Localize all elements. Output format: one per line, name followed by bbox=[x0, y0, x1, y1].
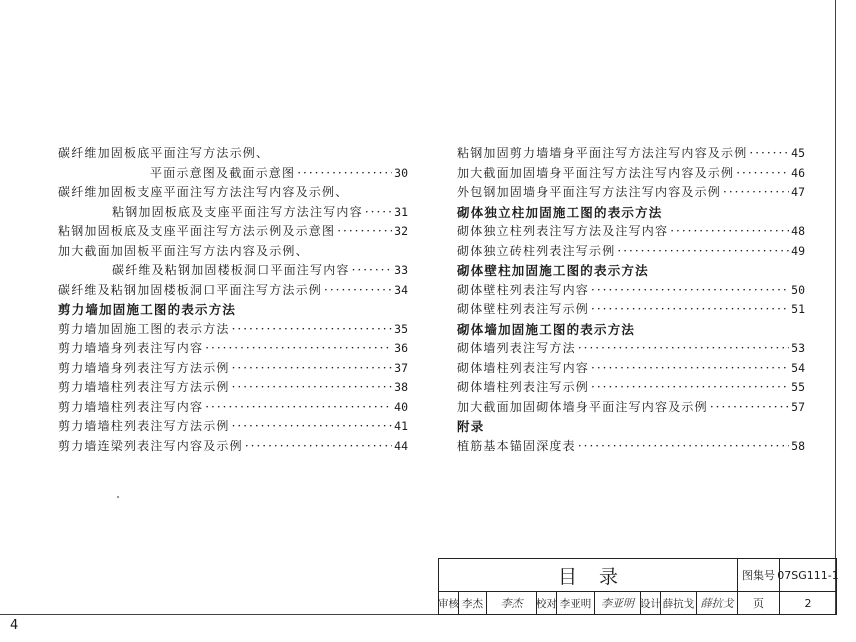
atlas-number-label: 图集号 bbox=[738, 559, 780, 592]
toc-entry-title: 砌体墙列表注写方法 bbox=[457, 341, 576, 355]
toc-entry bbox=[58, 378, 408, 398]
toc-entry-page: 35 bbox=[394, 321, 408, 336]
page-number: 4 bbox=[10, 618, 19, 633]
toc-entry-title: 砌体壁柱列表注写示例 bbox=[457, 302, 590, 316]
toc-entry-title: 植筋基本锚固深度表 bbox=[457, 438, 576, 453]
toc-entry bbox=[457, 164, 805, 184]
title-block bbox=[438, 558, 837, 615]
toc-entry-title: 加大截面加固墙身平面注写方法注写内容及示例 bbox=[457, 165, 735, 180]
toc-right-column bbox=[457, 144, 805, 456]
toc-entry-title: 砌体独立砖柱列表注写示例 bbox=[457, 243, 616, 258]
checker-name: 李亚明 bbox=[557, 592, 595, 615]
toc-entry-page: 38 bbox=[394, 380, 408, 394]
toc-entry-page: 36 bbox=[394, 341, 408, 355]
toc-entry bbox=[457, 339, 805, 359]
toc-entry-page: 58 bbox=[791, 438, 805, 453]
toc-section-heading bbox=[457, 417, 805, 437]
toc-entry bbox=[58, 144, 408, 164]
dot-leader bbox=[352, 261, 393, 281]
dot-leader bbox=[297, 164, 392, 184]
toc-entry-page: 53 bbox=[791, 341, 805, 355]
toc-entry bbox=[457, 144, 805, 164]
toc-entry-title: 剪力墙墙柱列表注写方法示例 bbox=[58, 419, 230, 433]
dot-leader bbox=[723, 183, 789, 203]
dot-leader bbox=[670, 222, 789, 242]
toc-entry-title: 外包钢加固墙身平面注写方法注写内容及示例 bbox=[457, 185, 722, 199]
toc-entry-title: 砌体墙加固施工图的表示方法 bbox=[457, 321, 636, 337]
dot-leader bbox=[591, 359, 789, 379]
check-label: 校对 bbox=[537, 592, 557, 615]
dot-leader bbox=[205, 339, 392, 359]
toc-entry-title: 加大截面加固砌体墙身平面注写内容及示例 bbox=[457, 399, 708, 414]
toc-entry-page: 44 bbox=[394, 438, 408, 453]
designer-signature: 薛抗戈 bbox=[697, 592, 738, 615]
toc-entry-title: 粘钢加固剪力墙墙身平面注写方法注写内容及示例 bbox=[457, 146, 748, 160]
toc-entry bbox=[58, 398, 408, 418]
toc-entry-title: 加大截面加固板平面注写方法内容及示例、 bbox=[58, 243, 309, 258]
toc-entry-title: 剪力墙加固施工图的表示方法 bbox=[58, 321, 230, 336]
dot-leader bbox=[232, 320, 393, 340]
toc-entry-title: 剪力墙墙身列表注写内容 bbox=[58, 341, 204, 355]
toc-entry-page: 31 bbox=[394, 204, 408, 219]
toc-entry-page: 57 bbox=[791, 399, 805, 414]
page-label: 页 bbox=[738, 592, 780, 615]
dot-leader bbox=[578, 437, 789, 457]
toc-entry bbox=[58, 164, 408, 184]
checker-signature: 李亚明 bbox=[595, 592, 641, 615]
toc-entry bbox=[58, 203, 408, 223]
toc-entry bbox=[457, 300, 805, 320]
toc-entry-title: 粘钢加固板底及支座平面注写方法注写内容 bbox=[112, 204, 363, 219]
dot-leader bbox=[736, 164, 789, 184]
toc-entry-title: 剪力墙连梁列表注写内容及示例 bbox=[58, 438, 243, 453]
toc-left-column bbox=[58, 144, 408, 456]
toc-entry-title: 剪力墙墙柱列表注写内容 bbox=[58, 399, 204, 414]
toc-entry-page: 33 bbox=[394, 263, 408, 277]
dot-leader bbox=[232, 359, 393, 379]
scan-speck bbox=[117, 496, 119, 498]
reviewer-name: 李杰 bbox=[459, 592, 487, 615]
toc-entry-page: 30 bbox=[394, 165, 408, 180]
toc-entry bbox=[58, 183, 408, 203]
designer-name: 薛抗戈 bbox=[661, 592, 697, 615]
toc-entry-title: 碳纤维加固板支座平面注写方法注写内容及示例、 bbox=[58, 185, 349, 199]
toc-entry-page: 40 bbox=[394, 399, 408, 414]
dot-leader bbox=[232, 417, 393, 437]
toc-entry-title: 粘钢加固板底及支座平面注写方法示例及示意图 bbox=[58, 224, 336, 238]
toc-entry bbox=[58, 222, 408, 242]
toc-entry bbox=[58, 320, 408, 340]
toc-entry bbox=[58, 339, 408, 359]
dot-leader bbox=[337, 222, 392, 242]
toc-entry bbox=[457, 437, 805, 457]
toc-entry-title: 砌体独立柱列表注写方法及注写内容 bbox=[457, 224, 669, 238]
toc-entry-title: 剪力墙加固施工图的表示方法 bbox=[58, 302, 237, 317]
toc-entry-page: 41 bbox=[394, 419, 408, 433]
dot-leader bbox=[617, 242, 789, 262]
dot-leader bbox=[578, 339, 789, 359]
frame-border-right bbox=[835, 0, 836, 614]
toc-entry-page: 49 bbox=[791, 243, 805, 258]
dot-leader bbox=[365, 203, 392, 223]
sheet-page-number: 2 bbox=[780, 592, 837, 615]
toc-entry-page: 46 bbox=[791, 165, 805, 180]
toc-entry-title: 碳纤维及粘钢加固楼板洞口平面注写方法示例 bbox=[58, 282, 323, 297]
toc-entry bbox=[58, 417, 408, 437]
toc-entry-title: 砌体墙柱列表注写内容 bbox=[457, 360, 590, 375]
toc-entry-title: 剪力墙墙身列表注写方法示例 bbox=[58, 360, 230, 375]
toc-entry-title: 附录 bbox=[457, 419, 485, 434]
toc-entry-page: 51 bbox=[791, 302, 805, 316]
toc-entry-page: 32 bbox=[394, 224, 408, 238]
toc-entry bbox=[457, 378, 805, 398]
toc-entry bbox=[58, 281, 408, 301]
dot-leader bbox=[324, 281, 392, 301]
dot-leader bbox=[205, 398, 392, 418]
toc-entry bbox=[58, 242, 408, 262]
toc-entry-title: 碳纤维及粘钢加固楼板洞口平面注写内容 bbox=[112, 263, 350, 277]
design-label: 设计 bbox=[641, 592, 661, 615]
toc-entry bbox=[457, 398, 805, 418]
toc-entry-page: 48 bbox=[791, 224, 805, 238]
toc-entry bbox=[457, 242, 805, 262]
toc-entry-page: 47 bbox=[791, 185, 805, 199]
dot-leader bbox=[591, 378, 789, 398]
toc-entry-page: 37 bbox=[394, 360, 408, 375]
toc-entry-page: 54 bbox=[791, 360, 805, 375]
toc-entry bbox=[457, 281, 805, 301]
toc-entry bbox=[457, 359, 805, 379]
drawing-title: 目录 bbox=[439, 559, 738, 592]
dot-leader bbox=[710, 398, 789, 418]
toc-entry bbox=[58, 437, 408, 457]
toc-entry-page: 50 bbox=[791, 282, 805, 297]
toc-entry-title: 碳纤维加固板底平面注写方法示例、 bbox=[58, 146, 270, 160]
toc-entry bbox=[457, 183, 805, 203]
dot-leader bbox=[232, 378, 393, 398]
reviewer-signature: 李杰 bbox=[487, 592, 537, 615]
toc-section-heading bbox=[58, 300, 408, 320]
toc-entry-title: 砌体壁柱加固施工图的表示方法 bbox=[457, 263, 649, 278]
toc-entry-title: 砌体独立柱加固施工图的表示方法 bbox=[457, 204, 663, 220]
toc-entry-page: 45 bbox=[791, 146, 805, 160]
toc-entry-page: 34 bbox=[394, 282, 408, 297]
toc-section-heading bbox=[457, 320, 805, 340]
toc-entry-title: 砌体壁柱列表注写内容 bbox=[457, 282, 590, 297]
toc-entry-title: 砌体墙柱列表注写示例 bbox=[457, 380, 590, 394]
toc-entry-title: 剪力墙墙柱列表注写方法示例 bbox=[58, 380, 230, 394]
review-label: 审核 bbox=[439, 592, 459, 615]
toc-section-heading bbox=[457, 203, 805, 223]
toc-entry bbox=[58, 261, 408, 281]
toc-entry-title: 平面示意图及截面示意图 bbox=[150, 165, 296, 180]
toc-entry bbox=[58, 359, 408, 379]
atlas-number: 07SG111-1 bbox=[780, 559, 837, 592]
dot-leader bbox=[749, 144, 789, 164]
toc-entry bbox=[457, 222, 805, 242]
dot-leader bbox=[591, 281, 789, 301]
toc-entry-page: 55 bbox=[791, 380, 805, 394]
dot-leader bbox=[245, 437, 392, 457]
dot-leader bbox=[591, 300, 789, 320]
toc-section-heading bbox=[457, 261, 805, 281]
